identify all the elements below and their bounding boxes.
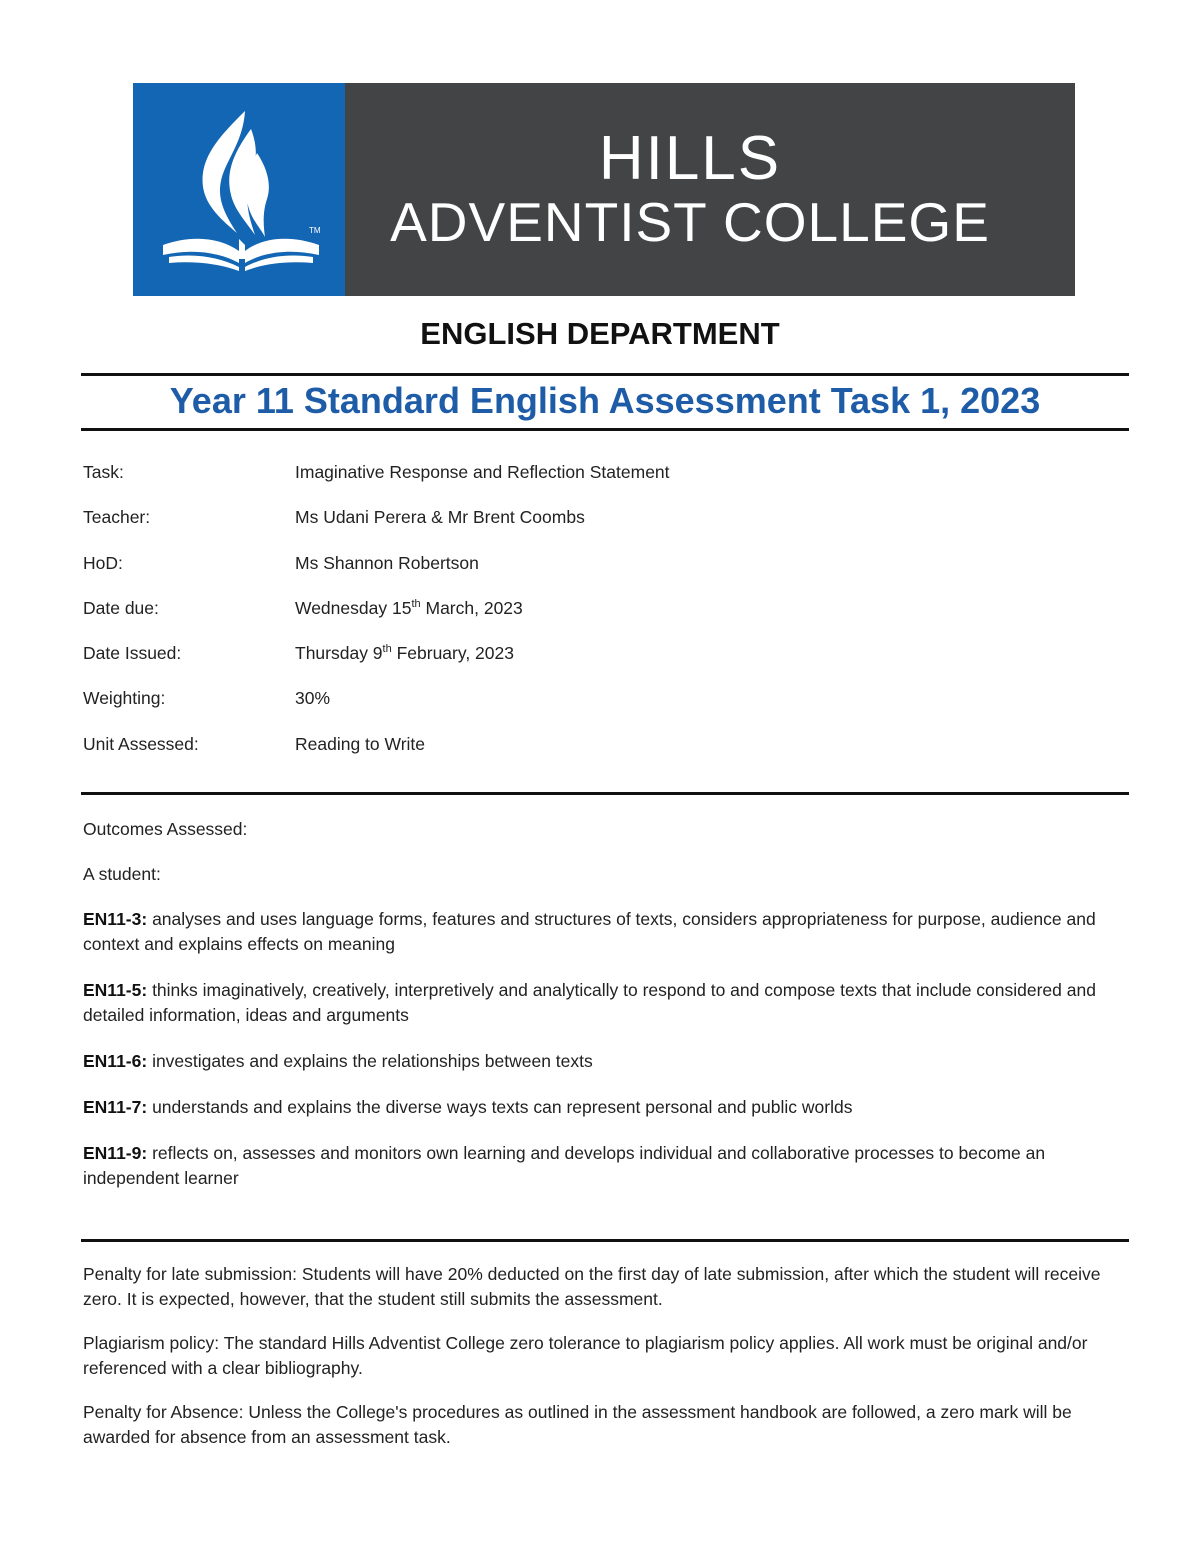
details-rule [81, 792, 1129, 795]
date-due-day: Wednesday 15 [295, 597, 412, 618]
flame-bible-icon [133, 83, 345, 296]
outcomes-intro: A student: [83, 864, 161, 884]
task-value: Imaginative Response and Reflection Statement [295, 462, 670, 482]
late-submission-policy: Penalty for late submission: Students will have 20% deducted on the first day of late submission, after which the student will receive zero. It is expected, however, that the student still submits the assessment. [83, 1264, 1101, 1309]
date-issued-month: February, 2023 [391, 643, 514, 664]
date-issued-label: Date Issued: [83, 643, 182, 664]
outcome-item [83, 907, 1128, 957]
hod-label: HoD: [83, 552, 123, 573]
outcome-item [83, 1049, 1128, 1074]
teacher-label: Teacher: [83, 507, 151, 528]
date-due-month: March, 2023 [420, 597, 523, 618]
date-issued-day: Thursday 9 [295, 643, 383, 664]
outcomes-section [83, 817, 1128, 1212]
policies-section [83, 1262, 1128, 1469]
outcomes-heading: Outcomes Assessed: [83, 819, 248, 839]
outcome-text: thinks imaginatively, creatively, interpretively and analytically to respond to and compose texts that include considered and detailed information, ideas and arguments [83, 980, 1096, 1025]
title-bottom-rule [81, 428, 1129, 431]
date-issued-value [295, 643, 514, 664]
date-due-value [295, 598, 523, 619]
unit-label: Unit Assessed: [83, 733, 199, 754]
weighting-value: 30% [295, 688, 331, 709]
date-issued-suffix: th [382, 643, 392, 656]
outcome-item [83, 978, 1128, 1028]
unit-value: Reading to Write [295, 733, 426, 754]
department-heading: ENGLISH DEPARTMENT [420, 316, 780, 351]
outcome-text: investigates and explains the relationships between texts [147, 1051, 593, 1071]
college-logo [133, 83, 345, 296]
outcome-code: EN11-7: [83, 1097, 148, 1117]
hod-value: Ms Shannon Robertson [295, 552, 479, 573]
weighting-label: Weighting: [83, 688, 166, 709]
outcome-code: EN11-6: [83, 1051, 148, 1071]
outcome-code: EN11-3: [83, 909, 148, 929]
outcome-item [83, 1095, 1128, 1120]
title-top-rule [81, 373, 1129, 376]
college-name-line1: HILLS [598, 123, 782, 193]
college-banner [133, 83, 1075, 296]
teacher-value: Ms Udani Perera & Mr Brent Coombs [295, 507, 585, 528]
outcome-item [83, 1141, 1128, 1191]
date-due-suffix: th [411, 598, 421, 611]
outcome-text: understands and explains the diverse ways texts can represent personal and public worlds [147, 1097, 853, 1117]
outcome-code: EN11-5: [83, 980, 148, 1000]
svg-text:TM: TM [309, 226, 321, 235]
document-title: Year 11 Standard English Assessment Task 1, 2023 [169, 380, 1041, 421]
task-label: Task: [83, 462, 124, 482]
outcomes-rule [81, 1239, 1129, 1242]
outcome-code: EN11-9: [83, 1143, 148, 1163]
plagiarism-policy: Plagiarism policy: The standard Hills Adventist College zero tolerance to plagiarism policy applies. All work must be original and/or referenced with a clear bibliography. [83, 1333, 1088, 1378]
outcome-text: analyses and uses language forms, features and structures of texts, considers appropriateness for purpose, audience and context and explains effects on meaning [83, 909, 1096, 954]
outcome-text: reflects on, assesses and monitors own learning and develops individual and collaborative processes to become an independent learner [83, 1143, 1046, 1188]
college-name-line2: ADVENTIST COLLEGE [390, 190, 990, 253]
absence-policy: Penalty for Absence: Unless the College's procedures as outlined in the assessment handbook are followed, a zero mark will be awarded for absence from an assessment task. [83, 1402, 1072, 1447]
date-due-label: Date due: [83, 597, 159, 618]
college-name [345, 83, 1075, 296]
